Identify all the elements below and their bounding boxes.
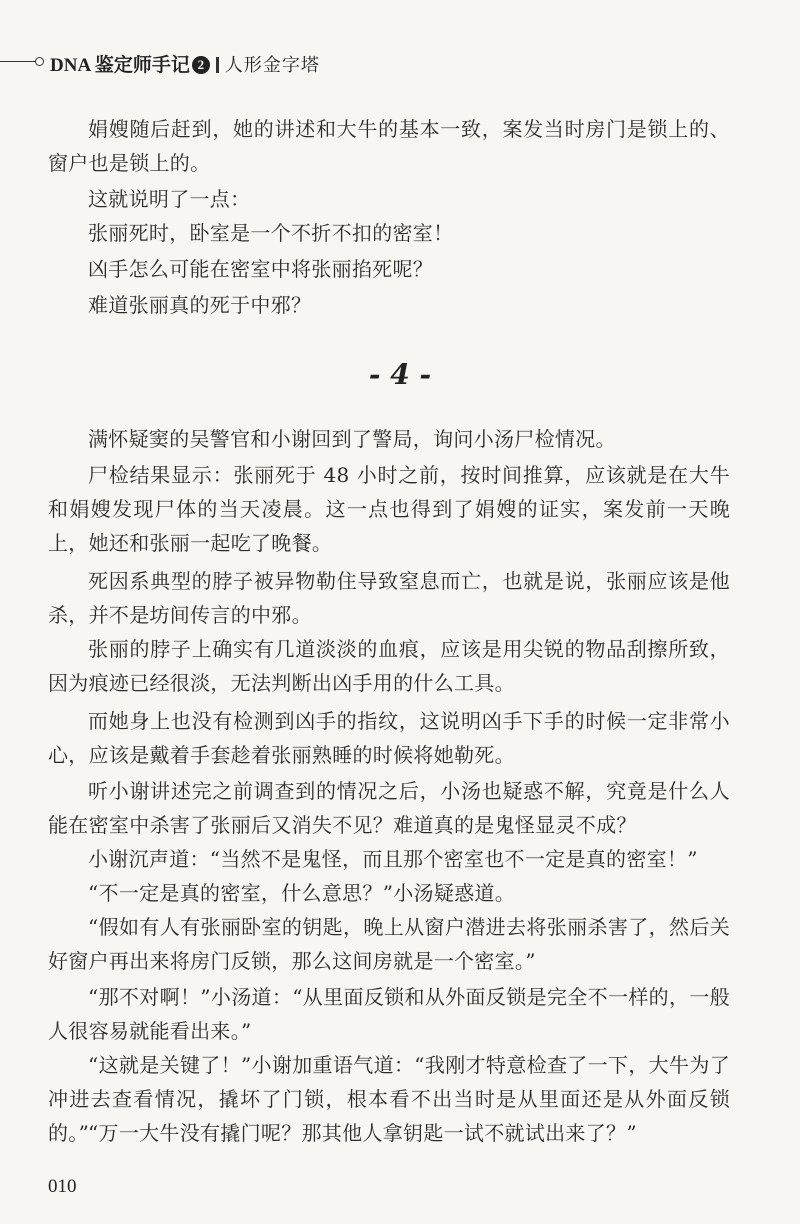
paragraph: 听小谢讲述完之前调查到的情况之后，小汤也疑惑不解，究竟是什么人能在密室中杀害了张丽后又消失不见？难道真的是鬼怪显灵不成？ [48,779,730,837]
paragraph: “这就是关键了！”小谢加重语气道：“我刚才特意检查了一下，大牛为了冲进去查看情况，撬坏了门锁，根本看不出当时是从里面还是从外面反锁的。” [48,1053,730,1145]
paragraph: 张丽的脖子上确实有几道淡淡的血痕，应该是用尖锐的物品刮擦所致，因为痕迹已经很淡，无法判断出凶手用的什么工具。 [48,637,730,695]
header-rule [0,61,36,62]
paragraph: 尸检结果显示：张丽死于 48 小时之前，按时间推算，应该就是在大牛和娟嫂发现尸体的当天凌晨。这一点也得到了娟嫂的证实，案发前一天晚上，她还和张丽一起吃了晚餐。 [48,463,730,555]
paragraph: “假如有人有张丽卧室的钥匙，晚上从窗户潜进去将张丽杀害了，然后关好窗户再出来将房门反锁，那么这间房就是一个密室。” [48,915,730,973]
header-dot [35,57,44,66]
chapter-number: - 4 - [368,358,432,391]
book-title: DNA 鉴定师手记 [50,55,190,76]
paragraph: 而她身上也没有检测到凶手的指纹，这说明凶手下手的时候一定非常小心，应该是戴着手套趁着张丽熟睡的时候将她勒死。 [48,709,730,767]
paragraph: 凶手怎么可能在密室中将张丽掐死呢？ [88,257,434,281]
running-header [0,48,800,76]
paragraph: “万一大牛没有撬门呢？那其他人拿钥匙一试不就试出来了？” [88,1121,637,1145]
book-subtitle: 人形金字塔 [224,55,320,75]
header-divider [216,57,219,73]
paragraph: 这就说明了一点： [88,187,251,211]
header-title [50,50,320,77]
paragraph: 小谢沉声道：“当然不是鬼怪，而且那个密室也不一定是真的密室！” [88,847,698,871]
paragraph: 死因系典型的脖子被异物勒住导致窒息而亡，也就是说，张丽应该是他杀，并不是坊间传言的中邪。 [48,569,730,627]
paragraph: “那不对啊！”小汤道：“从里面反锁和从外面反锁是完全不一样的，一般人很容易就能看出来。” [48,985,730,1043]
paragraph: 娟嫂随后赶到，她的讲述和大牛的基本一致，案发当时房门是锁上的、窗户也是锁上的。 [48,117,730,175]
page-number: 010 [48,1176,77,1197]
paragraph: 满怀疑窦的吴警官和小谢回到了警局，询问小汤尸检情况。 [88,427,616,451]
volume-badge: 2 [192,56,210,74]
paragraph: 张丽死时，卧室是一个不折不扣的密室！ [88,221,454,245]
paragraph: 难道张丽真的死于中邪？ [88,293,312,317]
paragraph: “不一定是真的密室，什么意思？”小汤疑惑道。 [88,881,516,905]
